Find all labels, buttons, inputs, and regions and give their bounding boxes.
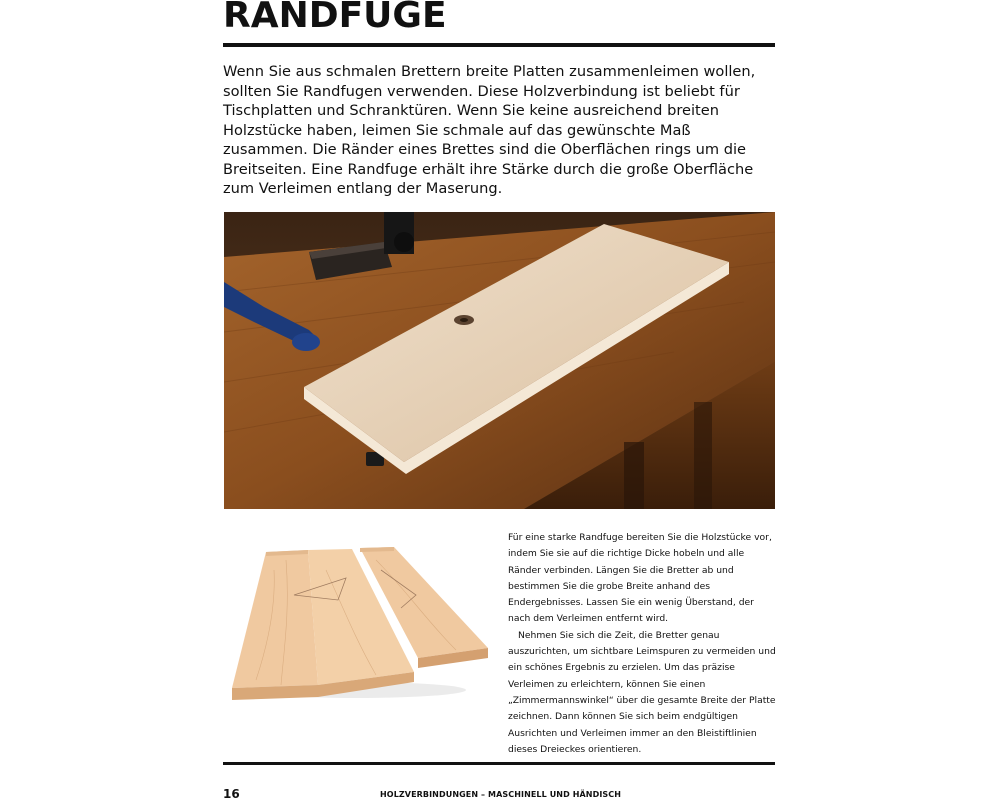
- title-rule: [223, 43, 775, 47]
- body-paragraph-2: Nehmen Sie sich die Zeit, die Bretter genau auszurichten, um sichtbare Leimspuren zu vermeiden und ein schönes Ergebnis zu erzielen. Um das präzise Verleimen zu erleichtern, können Sie einen „Zimmermannswinkel“ über die gesamte Breite der Platte zeichnen. Dann können Sie sich beim endgültigen Ausrichten und Verleimen immer an den Bleistiftlinien dieses Dreieckes orientieren.: [508, 629, 776, 755]
- page-number: 16: [223, 787, 240, 800]
- page-title: RANDFUGE: [223, 0, 447, 36]
- running-head: HOLZVERBINDUNGEN – MASCHINELL UND HÄNDISCH: [380, 790, 622, 799]
- body-paragraph-1: Für eine starke Randfuge bereiten Sie die Holzstücke vor, indem Sie sie auf die richtige Dicke hobeln und alle Ränder verbinden. Längen Sie die Bretter ab und bestimmen Sie die grobe Breite anhand des Endergebnisses. Lassen Sie ein wenig Überstand, der nach dem Verleimen entfernt wird.: [508, 532, 772, 625]
- footer-rule: [223, 762, 775, 765]
- intro-paragraph: Wenn Sie aus schmalen Brettern breite Platten zusammenleimen wollen, sollten Sie Randfugen verwenden. Diese Holzverbindung ist beliebt für Tischplatten und Schranktüren. Wenn Sie keine ausreichend breiten Holzstücke haben, leimen Sie schmale auf das gewünschte Maß zusammen. Die Ränder eines Brettes sind die Oberflächen rings um die Breitseiten. Eine Randfuge erhält ihre Stärke durch die große Oberfläche zum Verleimen entlang der Maserung.: [223, 63, 756, 197]
- boards-illustration: [226, 540, 492, 702]
- body-text: [508, 530, 776, 758]
- workbench-photo: [224, 212, 775, 509]
